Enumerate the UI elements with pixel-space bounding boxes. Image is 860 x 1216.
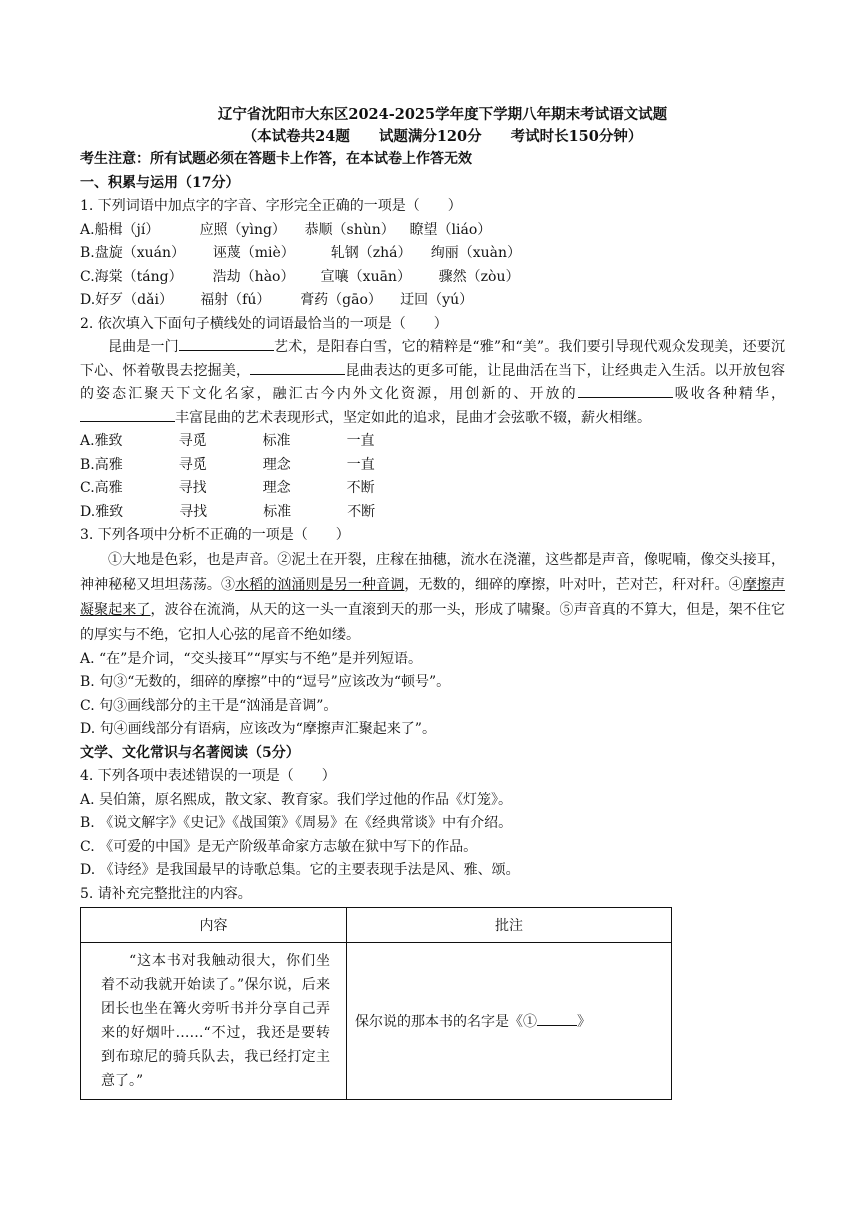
question-3-option-d: D. 句④画线部分有语病，应该改为“摩擦声汇聚起来了”。	[80, 721, 436, 737]
question-3-passage: ①大地是色彩，也是声音。②泥土在开裂，庄稼在抽穗，流水在浇灌，这些都是声音，像呢喃，像交头接耳，神神秘秘又坦坦荡荡。③水稻的汹涌则是另一种音调，无数的，细碎的摩擦，叶对叶，芒对芒，秆对秆。④摩擦声凝聚起来了，波谷在流淌，从天的这一头一直滚到天的那一头，形成了啸聚。⑤声音真的不算大，但是，架不住它的厚实与不绝，它扣人心弦的尾音不绝如缕。	[80, 551, 786, 643]
question-4-option-d: D. 《诗经》是我国最早的诗歌总集。它的主要表现手法是风、雅、颂。	[80, 862, 520, 878]
answer-blank	[578, 383, 673, 398]
exam-page	[80, 104, 785, 1100]
question-4-option-a: A. 吴伯箫，原名熙成，散文家、教育家。我们学过他的作品《灯笼》。	[80, 791, 513, 808]
question-1-option-c: C. 海棠（táng） 浩劫（hào） 宣嚷（xuān） 骤然（zòu）	[80, 268, 520, 285]
question-4-stem: 4. 下列各项中表述错误的一项是（ ）	[80, 768, 336, 784]
answer-blank	[537, 1012, 577, 1026]
question-2-option-c: C. 高雅 寻找 理念 不断	[80, 480, 375, 496]
underlined-sentence-3: 水稻的汹涌则是另一种音调	[235, 576, 405, 593]
table-cell-note: 保尔说的那本书的名字是《① 》	[347, 943, 672, 1100]
question-4-option-b: B. 《说文解字》《史记》《战国策》《周易》在《经典常谈》中有介绍。	[80, 815, 513, 831]
exam-subtitle: （本试卷共24题 试题满分120分 考试时长150分钟）	[242, 128, 643, 145]
question-1-stem: 1. 下列词语中加点字的字音、字形完全正确的一项是（ ）	[80, 198, 462, 214]
question-3-stem: 3. 下列各项中分析不正确的一项是（ ）	[80, 527, 350, 543]
section-heading-1: 一、积累与运用（17分）	[80, 174, 240, 191]
exam-notice: 考生注意：所有试题必须在答题卡上作答，在本试卷上作答无效	[80, 151, 472, 167]
question-1-option-d: D. 好歹（dǎi） 福射（fú） 膏药（gāo） 迂回（yú）	[80, 292, 474, 308]
answer-blank	[80, 407, 175, 422]
section-heading-2: 文学、文化常识与名著阅读（5分）	[80, 744, 300, 761]
question-1-option-b: B. 盘旋（xuán） 诬蔑（miè） 轧钢（zhá） 绚丽（xuàn）	[80, 245, 522, 261]
question-3-option-c: C. 句③画线部分的主干是“汹涌是音调”。	[80, 697, 338, 714]
question-3-option-a: A. “在”是介词，“交头接耳”“厚实与不绝”是并列短语。	[80, 650, 422, 667]
exam-title: 辽宁省沈阳市大东区2024-2025学年度下学期八年期末考试语文试题	[217, 106, 668, 123]
question-5-stem: 5. 请补充完整批注的内容。	[80, 885, 252, 902]
question-3-option-b: B. 句③“无数的，细碎的摩擦”中的“逗号”应该改为“顿号”。	[80, 674, 451, 690]
question-2-option-b: B. 高雅 寻觅 理念 一直	[80, 456, 375, 473]
question-4-option-c: C. 《可爱的中国》是无产阶级革命家方志敏在狱中写下的作品。	[80, 838, 478, 855]
underlined-sentence-4: 摩擦声凝聚起来了	[80, 576, 786, 618]
question-2-passage: 昆曲是一门 艺术，是阳春白雪，它的精粹是“雅”和“美”。我们要引导现代观众发现美，还要沉下心、怀着敬畏去挖掘美， 昆曲表达的更多可能，让昆曲活在当下，让经典走入生活。以开放包容的姿态汇聚天下文化名家，融汇古今内外文化资源，用创新的、开放的 吸收各种精华，丰富昆曲的艺术表现形式，坚定如此的追求，昆曲才会弦歌不辍，薪火相继。	[80, 336, 785, 430]
question-2-stem: 2. 依次填入下面句子横线处的词语最恰当的一项是（ ）	[80, 315, 448, 332]
answer-blank	[179, 336, 274, 351]
table-header-content: 内容	[81, 908, 347, 943]
answer-blank	[250, 360, 345, 375]
question-2-option-a: A. 雅致 寻觅 标准 一直	[80, 433, 375, 449]
annotation-table	[80, 907, 672, 1100]
table-header-note: 批注	[347, 908, 672, 943]
table-cell-content: “这本书对我触动很大，你们坐着不动我就开始读了。”保尔说，后来团长也坐在篝火旁听书并分享自己弄来的好烟叶……“不过，我还是要转到布琼尼的骑兵队去，我已经打定主意了。”	[81, 943, 347, 1100]
question-2-option-d: D. 雅致 寻找 标准 不断	[80, 503, 376, 520]
question-1-option-a: A. 船楫（jí） 应照（yìng） 恭顺（shùn） 瞭望（liáo）	[80, 221, 492, 238]
